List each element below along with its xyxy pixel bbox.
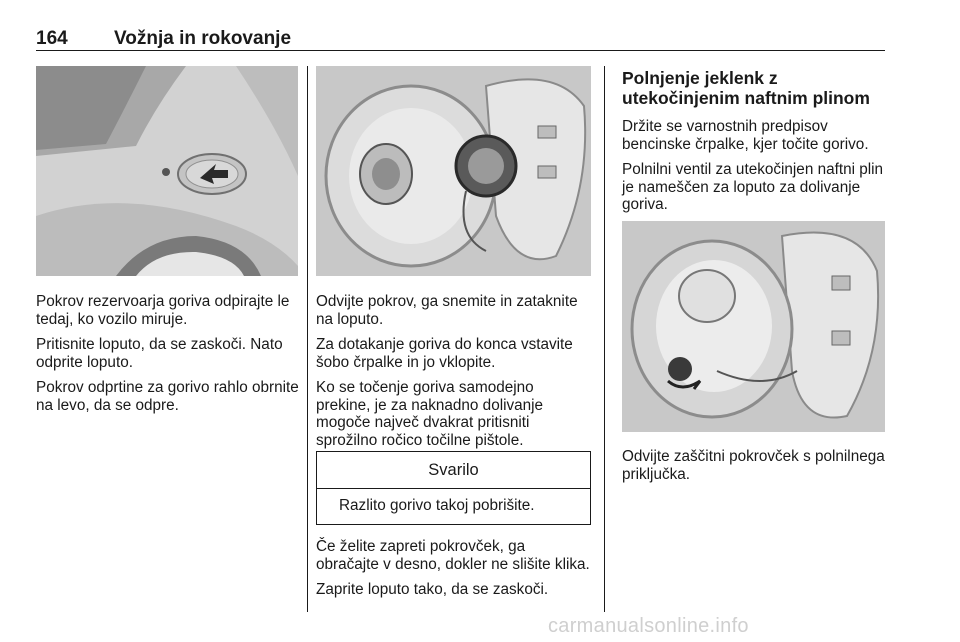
paragraph: Zaprite loputo tako, da se zaskoči. [316,581,549,598]
section-heading: Polnjenje jeklenk z utekočinjenim naftnim plinom [622,68,870,108]
column-2-text [316,293,592,457]
paragraph: Če želite zapreti pokrovček, ga obračajte v desno, dokler ne slišite klika. [316,538,590,573]
page-number: 164 [36,28,68,49]
column-divider-1 [307,66,308,612]
paragraph: Pritisnite loputo, da se zaskoči. Nato odprite loputo. [36,336,283,371]
paragraph: Pokrov rezervoarja goriva odpirajte le tedaj, ko vozilo miruje. [36,293,290,328]
paragraph: Ko se točenje goriva samodejno prekine, je za naknadno dolivanje mogoče največ dvakrat pritisniti sprožilno ročico točilne pištole. [316,379,544,449]
paragraph: Polnilni ventil za utekočinjen naftni plin je nameščen za loputo za dolivanje goriva. [622,161,884,213]
paragraph: Pokrov odprtine za gorivo rahlo obrnite na levo, da se odpre. [36,379,299,414]
lpg-valve-illustration [622,221,885,432]
column-2-text-after [316,538,592,607]
page-header [36,28,885,51]
paragraph: Odvijte zaščitni pokrovček s polnilnega priključka. [622,448,885,483]
warning-box [316,451,591,525]
watermark: carmanualsonline.info [548,615,749,637]
fuel-flap-car-illustration [36,66,298,276]
column-1-text [36,293,302,422]
chapter-title: Vožnja in rokovanje [114,28,292,49]
warning-text: Razlito gorivo takoj pobrišite. [339,497,535,514]
warning-title: Svarilo [317,452,590,489]
paragraph: Odvijte pokrov, ga snemite in zataknite na loputo. [316,293,578,328]
column-3-text [622,68,888,222]
paragraph: Za dotakanje goriva do konca vstavite šobo črpalke in jo vklopite. [316,336,573,371]
column-divider-2 [604,66,605,612]
paragraph: Držite se varnostnih predpisov bencinske črpalke, kjer točite gorivo. [622,118,869,153]
column-3-text-after [622,448,888,491]
fuel-cap-illustration [316,66,591,276]
